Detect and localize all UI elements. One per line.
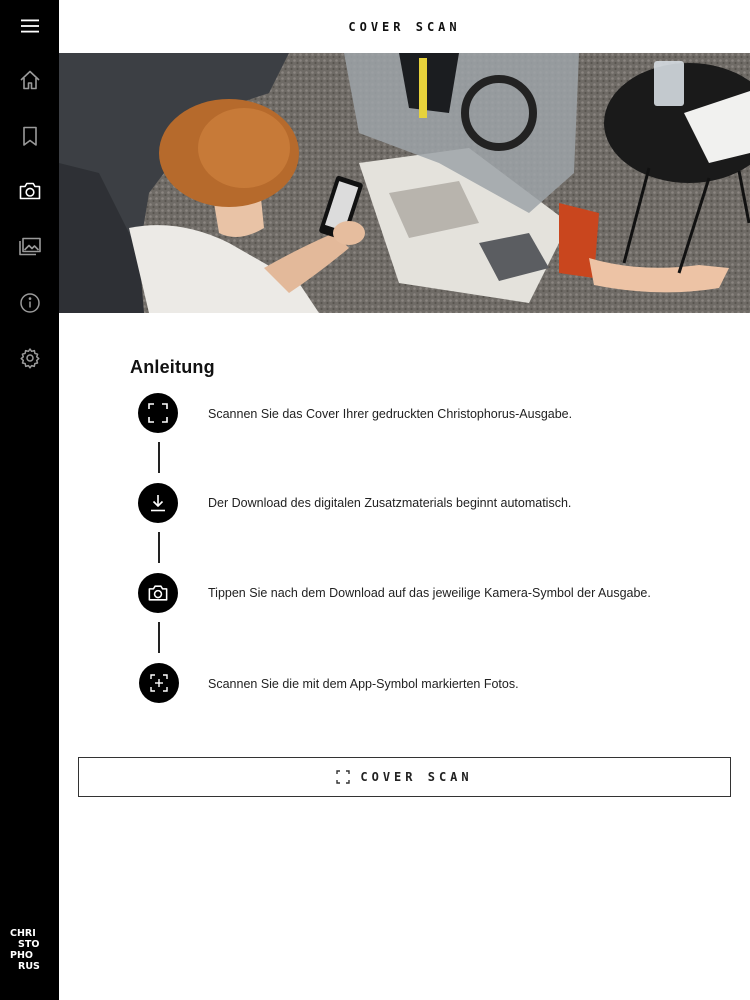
section-title: Anleitung	[130, 357, 215, 377]
home-icon	[19, 69, 41, 91]
step-2-text: Der Download des digitalen Zusatzmaterials beginnt automatisch.	[208, 496, 572, 510]
step-2-badge	[138, 483, 178, 523]
camera-icon	[147, 583, 169, 603]
step-3-text: Tippen Sie nach dem Download auf das jeweilige Kamera-Symbol der Ausgabe.	[208, 586, 651, 600]
step-4-badge	[139, 663, 179, 703]
step-1-text: Scannen Sie das Cover Ihrer gedruckten Christophorus-Ausgabe.	[208, 407, 573, 421]
step-3-badge	[138, 573, 178, 613]
page-title: COVER SCAN	[348, 20, 461, 34]
gallery-icon	[18, 236, 42, 258]
info-icon	[19, 292, 41, 314]
sidebar-item-settings[interactable]	[0, 335, 59, 381]
scan-frame-icon	[147, 402, 169, 424]
bookmark-icon	[19, 125, 41, 147]
christophorus-logo[interactable]: CHRI STO PHO RUS	[10, 928, 40, 972]
download-icon	[147, 492, 169, 514]
cover-scan-button[interactable]	[78, 757, 731, 797]
menu-icon	[20, 18, 40, 34]
camera-icon	[18, 180, 42, 202]
sidebar-item-bookmarks[interactable]	[0, 113, 59, 159]
step-connector	[158, 532, 160, 563]
hero-image	[59, 53, 750, 313]
gear-icon	[19, 347, 41, 369]
scan-photo-icon	[148, 672, 170, 694]
menu-button[interactable]	[0, 3, 59, 49]
top-bar	[59, 0, 750, 53]
scan-frame-icon	[336, 770, 350, 784]
sidebar-item-cover-scan[interactable]	[0, 168, 59, 214]
sidebar-item-home[interactable]	[0, 57, 59, 103]
cover-scan-button-label: COVER SCAN	[360, 770, 473, 784]
sidebar-item-info[interactable]	[0, 280, 59, 326]
sidebar	[0, 0, 59, 1000]
sidebar-item-gallery[interactable]	[0, 224, 59, 270]
step-connector	[158, 442, 160, 473]
hero-illustration	[59, 53, 750, 313]
step-4-text: Scannen Sie die mit dem App-Symbol markierten Fotos.	[208, 677, 519, 691]
step-1-badge	[138, 393, 178, 433]
step-connector	[158, 622, 160, 653]
